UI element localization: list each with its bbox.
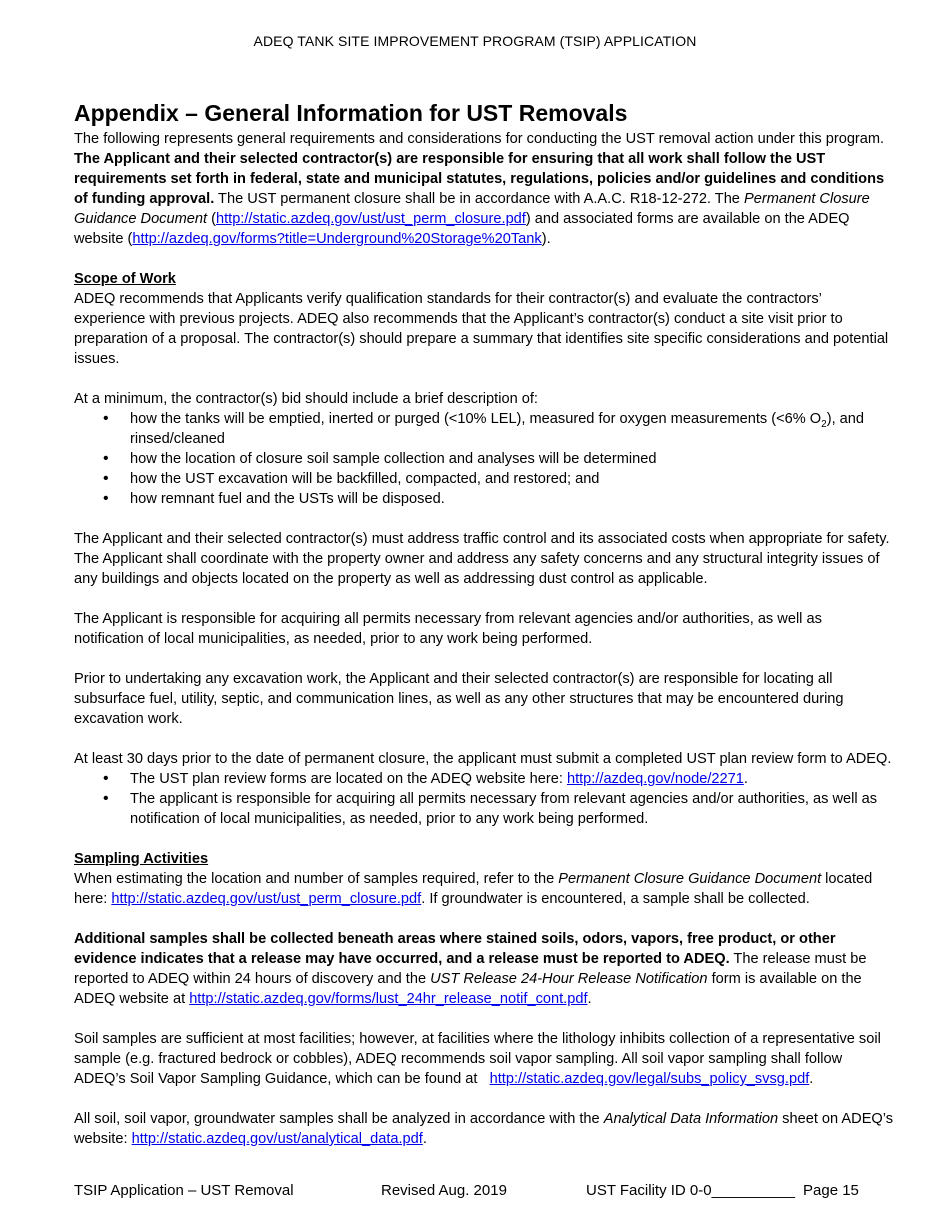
text: located here:: [74, 871, 873, 907]
plan-review-list: [74, 769, 894, 829]
list-item: [74, 409, 894, 449]
document-body: [74, 98, 894, 1149]
analytical-data-link[interactable]: http://static.azdeq.gov/ust/analytical_data.pdf: [131, 1131, 423, 1147]
scope-paragraph-3: The Applicant and their selected contractor(s) must address traffic control and its associated costs when appropriate for safety. The Applicant shall coordinate with the property owner and address any safety concerns and any structural integrity issues of any buildings and objects located on the property as well as addressing dust control as applicable.: [74, 531, 890, 587]
footer-page-number: Page 15: [803, 1182, 859, 1199]
bullet-text: The UST plan review forms are located on the ADEQ website here:: [130, 771, 567, 787]
italic-text: Analytical Data Information: [603, 1111, 779, 1127]
intro-text-5: ).: [541, 231, 551, 247]
page-header: ADEQ TANK SITE IMPROVEMENT PROGRAM (TSIP) APPLICATION: [253, 33, 697, 49]
bid-description-list: [74, 409, 894, 509]
list-item: • how the UST excavation will be backfilled, compacted, and restored; and: [74, 469, 894, 489]
perm-closure-link-2[interactable]: http://static.azdeq.gov/ust/ust_perm_closure.pdf: [111, 891, 422, 907]
text: . If groundwater is encountered, a sample shall be collected.: [421, 891, 810, 907]
intro-bold: The Applicant and their selected contractor(s) are responsible for ensuring that all work shall follow the UST requirements set forth in federal, state and municipal statutes, regulations, policies and/or guidelines and conditions of funding approval.: [74, 151, 885, 207]
scope-paragraph-1: ADEQ recommends that Applicants verify qualification standards for their contractor(s) and evaluate the contractors’ experience with previous projects. ADEQ also recommends that the Applicant’s contractor(s) conduct a site visit prior to preparation of a proposal. The contractor(s) should prepare a summary that identifies site specific considerations and potential issues.: [74, 291, 889, 367]
footer-revision: Revised Aug. 2019: [381, 1182, 507, 1199]
text: .: [587, 991, 592, 1007]
bold-text: Additional samples shall be collected beneath areas where stained soils, odors, vapors, free product, or other evidence indicates that a release may have occurred, and a release must be reported to ADEQ.: [74, 931, 836, 967]
scope-paragraph-6: At least 30 days prior to the date of permanent closure, the applicant must submit a completed UST plan review form to ADEQ.: [74, 751, 892, 767]
footer-facility-id: UST Facility ID 0-0__________: [586, 1182, 796, 1199]
sampling-paragraph-2: [74, 929, 894, 1009]
sampling-paragraph-4: [74, 1109, 894, 1149]
intro-paragraph: [74, 129, 894, 249]
text: .: [809, 1071, 814, 1087]
list-item: • how the location of closure soil sample collection and analyses will be determined: [74, 449, 894, 469]
list-item: [74, 769, 894, 789]
intro-italic: Permanent Closure Guidance Document: [74, 191, 870, 227]
subscript: 2: [821, 418, 827, 430]
intro-text-3: (: [207, 211, 216, 227]
intro-text-1: The following represents general requirements and considerations for conducting the UST removal action under this program.: [74, 131, 885, 147]
bullet-text: how the tanks will be emptied, inerted or purged (<10% LEL), measured for oxygen measurements (<6% O: [130, 411, 822, 427]
text: sheet on ADEQ’s website:: [74, 1111, 894, 1147]
italic-text: UST Release 24-Hour Release Notification: [430, 971, 708, 987]
intro-text-2: The UST permanent closure shall be in accordance with A.A.C. R18-12-272. The: [214, 191, 744, 207]
forms-link[interactable]: http://azdeq.gov/forms?title=Underground%20Storage%20Tank: [132, 231, 542, 247]
list-item: • how remnant fuel and the USTs will be disposed.: [74, 489, 894, 509]
node-2271-link[interactable]: http://azdeq.gov/node/2271: [566, 771, 744, 787]
bullet-text: .: [743, 771, 748, 787]
svsg-link[interactable]: http://static.azdeq.gov/legal/subs_policy_svsg.pdf: [489, 1071, 810, 1087]
page-title: Appendix – General Information for UST Removals: [74, 100, 628, 126]
list-item: • The applicant is responsible for acquiring all permits necessary from relevant agencies and/or authorities, as well as notification of local municipalities, as needed, prior to any work being performed.: [74, 789, 894, 829]
perm-closure-link[interactable]: http://static.azdeq.gov/ust/ust_perm_closure.pdf: [215, 211, 526, 227]
scope-paragraph-4: The Applicant is responsible for acquiring all permits necessary from relevant agencies and/or authorities, as well as notification of local municipalities, as needed, prior to any work being performed.: [74, 611, 822, 647]
sampling-heading: Sampling Activities: [74, 851, 209, 867]
text: .: [422, 1131, 427, 1147]
footer-doc-title: TSIP Application – UST Removal: [74, 1182, 294, 1199]
bullet-text: ), and rinsed/cleaned: [130, 411, 865, 447]
intro-text-4: ) and associated forms are available on the ADEQ website (: [74, 211, 850, 247]
sampling-paragraph-3: [74, 1029, 894, 1089]
text: form is available on the ADEQ website at: [74, 971, 862, 1007]
text: The release must be reported to ADEQ within 24 hours of discovery and the: [74, 951, 867, 987]
italic-text: Permanent Closure Guidance Document: [558, 871, 822, 887]
scope-paragraph-2: At a minimum, the contractor(s) bid should include a brief description of:: [74, 391, 538, 407]
text: When estimating the location and number of samples required, refer to the: [74, 871, 559, 887]
scope-heading: Scope of Work: [74, 271, 176, 287]
page-footer: [74, 1182, 894, 1202]
sampling-paragraph-1: [74, 869, 894, 909]
scope-paragraph-5: Prior to undertaking any excavation work, the Applicant and their selected contractor(s) are responsible for locating all subsurface fuel, utility, septic, and communication lines, as well as any other structures that may be encountered during excavation work.: [74, 671, 844, 727]
release-notif-link[interactable]: http://static.azdeq.gov/forms/lust_24hr_release_notif_cont.pdf: [189, 991, 588, 1007]
text: All soil, soil vapor, groundwater samples shall be analyzed in accordance with the: [74, 1111, 604, 1127]
text: Soil samples are sufficient at most facilities; however, at facilities where the lithology inhibits collection of a representative soil sample (e.g. fractured bedrock or cobbles), ADEQ recommends soil vapor sampling. All soil vapor sampling shall follow ADEQ’s Soil Vapor Sampling Guidance, which can be found at: [74, 1031, 885, 1087]
